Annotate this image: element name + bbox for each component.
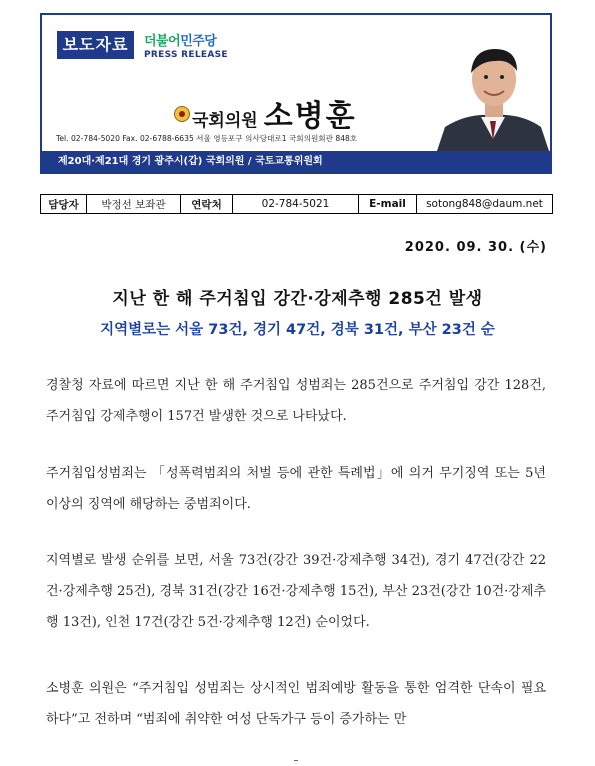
lawmaker-name: 소병훈 [263,99,357,134]
lawmaker-title [192,91,357,135]
press-release-banner [40,13,552,174]
headline: 지난 한 해 주거침입 강간·강제추행 285건 발생 [112,289,483,309]
party-name-green: 더불어 [144,34,181,49]
body-paragraph: 경찰청 자료에 따르면 지난 한 해 주거침입 성범죄는 285건으로 주거침입 강간 128건, 주거침입 강제추행이 157건 발생한 것으로 나타났다. [46,378,546,424]
press-release-badge: 보도자료 [57,31,134,59]
phone-value: 02-784-5021 [233,195,359,214]
body-paragraph: 주거침입성범죄는 「성폭력범죄의 처벌 등에 관한 특례법」에 의거 무기징역 또는 5년 이상의 징역에 해당하는 중범죄이다. [46,466,546,512]
email-label: E-mail [359,195,417,214]
page-marker [294,760,298,761]
body-paragraph: 소병훈 의원은 “주거침입 성범죄는 상시적인 범죄예방 활동을 통한 엄격한 단속이 필요하다”고 전하며 “범죄에 취약한 여성 단독가구 등이 증가하는 만 [46,681,546,727]
party-logo [144,30,228,60]
phone-label: 연락처 [181,195,233,214]
party-name [144,30,228,49]
body-paragraph: 지역별로 발생 순위를 보면, 서울 73건(강간 39건·강제추행 34건), 경기 47건(강간 22건·강제추행 25건), 경북 31건(강간 16건·강제추행 15건), 부산 23건(강간 10건·강제추행 13건), 인천 17건(강간 5건·강제추행 12건) 순이었다. [46,553,546,630]
press-release-label: PRESS RELEASE [144,50,228,60]
staff-value: 박정선 보좌관 [87,195,181,214]
subheadline: 지역별로는 서울 73건, 경기 47건, 경북 31건, 부산 23건 순 [100,322,495,338]
lawmaker-photo [437,35,549,151]
district-strip: 제20대·제21대 경기 광주시(갑) 국회의원 / 국토교통위원회 [42,151,550,172]
staff-label: 담당자 [41,195,87,214]
contact-table [40,194,553,214]
party-name-blue: 민주당 [180,34,217,49]
email-value: sotong848@daum.net [417,195,553,214]
national-assembly-emblem-icon [174,106,190,122]
lawmaker-role: 국회의원 [192,111,258,131]
office-contact-line: Tel. 02-784-5020 Fax. 02-6788-6635 서울 영등포구 의사당대로1 국회의원회관 848호 [56,134,358,143]
release-date: 2020. 09. 30. (수) [404,240,547,255]
